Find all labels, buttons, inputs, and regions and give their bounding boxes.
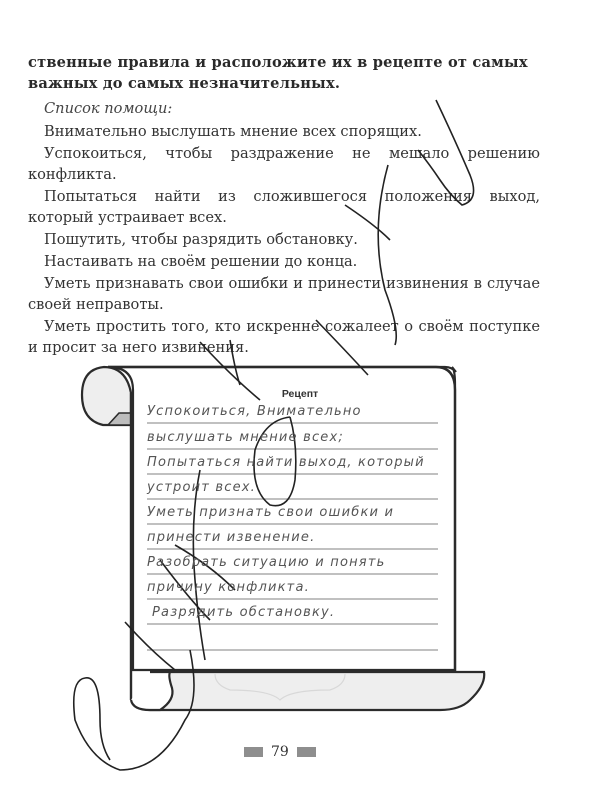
page-number-text: 79 bbox=[271, 744, 289, 760]
help-list-item: Внимательно выслушать мнение всех спорящих. bbox=[44, 123, 422, 140]
handwritten-line: Успокоиться, Внимательно bbox=[147, 404, 362, 419]
recipe-title: Рецепт bbox=[281, 388, 319, 400]
handwritten-line: Уметь признать свои ошибки и bbox=[147, 505, 395, 520]
handwritten-line: принести извенение. bbox=[147, 530, 316, 545]
instruction-line-1: ственные правила и расположите их в рецепте от самых bbox=[28, 54, 528, 71]
page-number-bar-right bbox=[297, 747, 316, 757]
handwritten-line: Попытаться найти выход, который bbox=[147, 455, 425, 470]
help-list-item: Уметь простить того, кто искренне сожалеет о своём поступке и просит за него извинения. bbox=[28, 318, 540, 356]
help-list-item: Уметь признавать свои ошибки и принести извинения в случае своей неправоты. bbox=[28, 275, 540, 313]
instruction-line-2: важных до самых незначительных. bbox=[28, 75, 341, 92]
help-list-title: Список помощи: bbox=[44, 100, 173, 117]
handwritten-line: выслушать мнение всех; bbox=[147, 430, 344, 445]
handwritten-line: устроит всех. bbox=[147, 480, 257, 495]
handwritten-line: Разрядить обстановку. bbox=[152, 605, 336, 620]
help-list-item: Попытаться найти из сложившегося положения выход, который устраивает всех. bbox=[28, 188, 540, 226]
handwritten-line: Разобрать ситуацию и понять bbox=[147, 555, 386, 570]
handwritten-line: причину конфликта. bbox=[147, 580, 310, 595]
handwritten-line bbox=[147, 629, 437, 649]
help-list-item: Настаивать на своём решении до конца. bbox=[44, 253, 358, 270]
help-list-item: Успокоиться, чтобы раздражение не мешало решению конфликта. bbox=[28, 145, 540, 183]
page-number-bar-left bbox=[244, 747, 263, 757]
help-list-item: Пошутить, чтобы разрядить обстановку. bbox=[44, 231, 358, 248]
page-number bbox=[244, 744, 316, 760]
